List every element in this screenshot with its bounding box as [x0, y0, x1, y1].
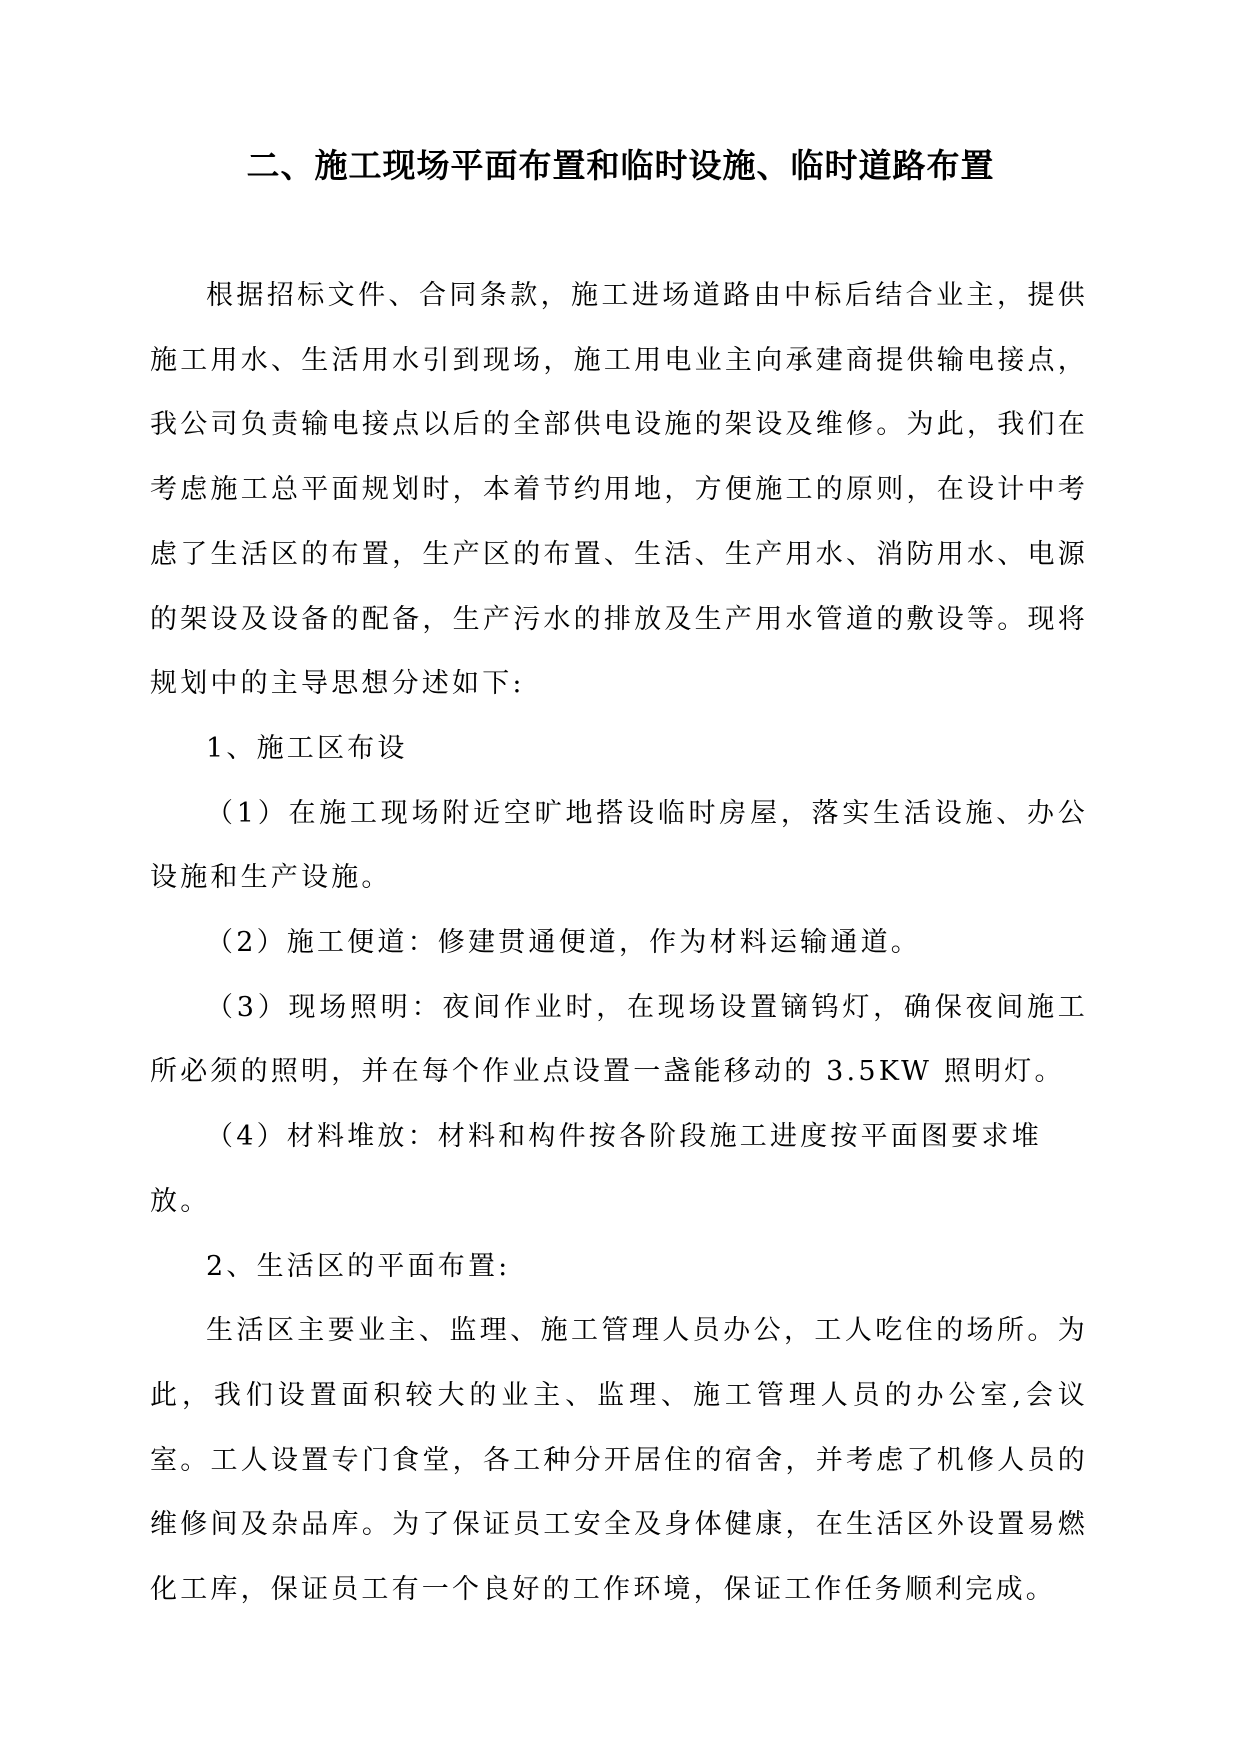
heading-construction-area: 1、施工区布设 — [206, 732, 408, 764]
heading-living-area: 2、生活区的平面布置: — [206, 1250, 511, 1282]
document-title: 二、施工现场平面布置和临时设施、临时道路布置 — [246, 146, 995, 185]
paragraph-living-area-layout: 生活区主要业主、监理、施工管理人员办公，工人吃住的场所。为此，我们设置面积较大的业主、监理、施工管理人员的办公室,会议室。工人设置专门食堂，各工种分开居住的宿舍，并考虑了机修人员的维修间及杂品库。为了保证员工安全及身体健康，在生活区外设置易燃化工库，保证员工有一个良好的工作环境，保证工作任务顺利完成。 — [150, 1315, 1088, 1606]
paragraph-site-planning-intro: 根据招标文件、合同条款，施工进场道路由中标后结合业主，提供施工用水、生活用水引到现场，施工用电业主向承建商提供输电接点，我公司负责输电接点以后的全部供电设施的架设及维修。为此，我们在考虑施工总平面规划时，本着节约用地，方便施工的原则，在设计中考虑了生活区的布置，生产区的布置、生活、生产用水、消防用水、电源的架设及设备的配备，生产污水的排放及生产用水管道的敷设等。现将规划中的主导思想分述如下: — [150, 280, 1088, 700]
document-body — [150, 264, 1088, 1623]
paragraph-temporary-housing: （1）在施工现场附近空旷地搭设临时房屋，落实生活设施、办公设施和生产设施。 — [150, 797, 1088, 894]
paragraph-material-storage: （4）材料堆放：材料和构件按各阶段施工进度按平面图要求堆放。 — [150, 1121, 1042, 1217]
paragraph-site-lighting: （3）现场照明：夜间作业时，在现场设置镝钨灯，确保夜间施工所必须的照明，并在每个作业点设置一盏能移动的 3.5KW 照明灯。 — [150, 991, 1088, 1088]
paragraph-access-road: （2）施工便道：修建贯通便道，作为材料运输通道。 — [206, 927, 921, 959]
